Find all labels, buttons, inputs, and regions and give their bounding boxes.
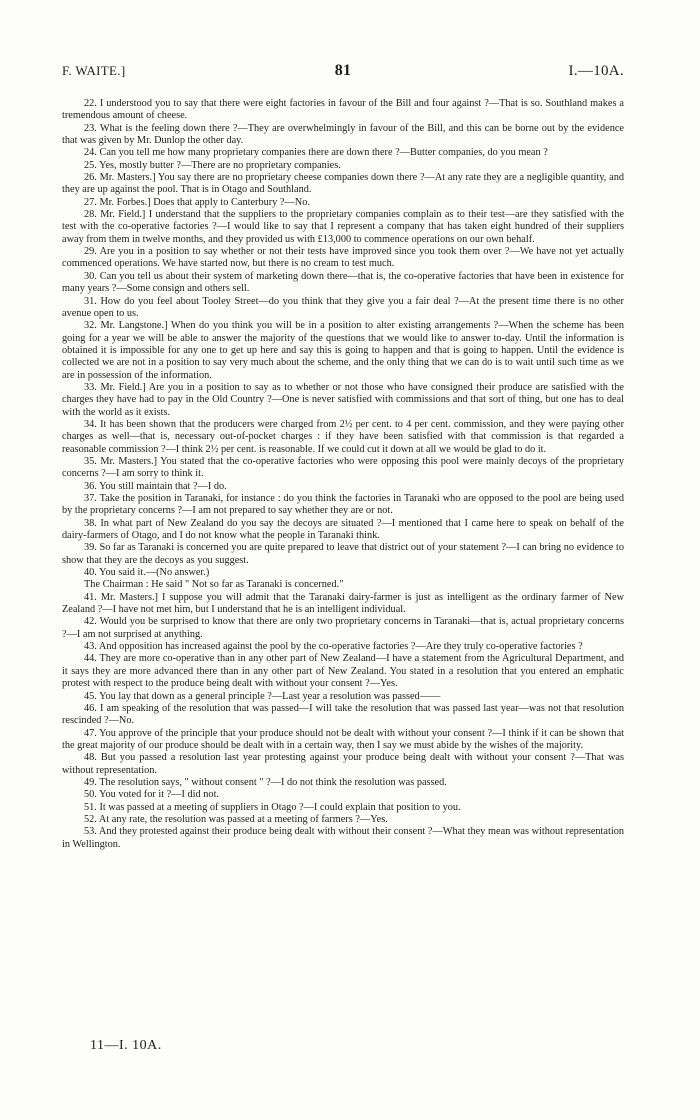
question-paragraph: 47. You approve of the principle that your produce should not be dealt with without your consent ?—I think if it can be shown that the great majority of our produce should be dealt with in a certain way, then I say we must abide by the wishes of the majority. [62, 727, 624, 751]
question-paragraph: 22. I understood you to say that there were eight factories in favour of the Bill and four against ?—That is so. Southland makes a tremendous amount of cheese. [62, 98, 624, 122]
question-paragraph: 50. You voted for it ?—I did not. [84, 789, 220, 801]
question-paragraph: 24. Can you tell me how many proprietary companies there are down there ?—Butter companies, do you mean ? [84, 147, 548, 159]
question-paragraph: 40. You said it.—(No answer.) [84, 567, 210, 579]
question-paragraph: 52. At any rate, the resolution was passed at a meeting of farmers ?—Yes. [84, 813, 388, 825]
question-paragraph: 28. Mr. Field.] I understand that the suppliers to the proprietary companies complain as to their test—are they satisfied with the test with the co-operative factories ?—I would like to say that I represent a company that has taken eight hundred of their suppliers away from them in twelve months, and they provided us with £13,000 to commence operations on our own behalf. [62, 209, 624, 245]
question-paragraph: 48. But you passed a resolution last year protesting against your produce being dealt with without your consent ?—That was without representation. [62, 752, 624, 776]
question-paragraph: 43. And opposition has increased against the pool by the co-operative factories ?—Are they truly co-operative factories ? [84, 641, 583, 653]
question-paragraph: 42. Would you be surprised to know that there are only two proprietary concerns in Taranaki—that is, actual proprietary concerns ?—I am not surprised at anything. [62, 616, 624, 640]
question-paragraph: 30. Can you tell us about their system of marketing down there—that is, the co-operative factories that have been in existence for many years ?—Some consign and others sell. [62, 270, 624, 295]
question-paragraph: 26. Mr. Masters.] You say there are no proprietary cheese companies down there ?—At any rate they are a negligible quantity, and they are up against the pool. That is in Otago and Southland. [62, 172, 624, 196]
question-paragraph: 53. And they protested against their produce being dealt with without their consent ?—What they mean was without representation in Wellington. [62, 826, 624, 850]
signature-mark: 11—I. 10A. [90, 1038, 162, 1053]
question-paragraph: 29. Are you in a position to say whether or not their tests have improved since you took them over ?—We have not yet actually commenced operations. We have started now, but there is no cream to test much. [62, 246, 624, 270]
question-paragraph: The Chairman : He said " Not so far as Taranaki is concerned." [84, 579, 344, 591]
question-paragraph: 37. Take the position in Taranaki, for instance : do you think the factories in Taranaki who are opposed to the pool are being used by the proprietary concerns ?—I am not prepared to say whether they are or not. [62, 493, 624, 517]
question-paragraph: 23. What is the feeling down there ?—They are overwhelmingly in favour of the Bill, and this can be borne out by the evidence that was given by Mr. Dunlop the other day. [62, 122, 624, 147]
question-paragraph: 31. How do you feel about Tooley Street—do you think that they give you a fair deal ?—At the present time there is no other avenue open to us. [62, 295, 624, 319]
question-paragraph: 46. I am speaking of the resolution that was passed—I will take the resolution that was passed last year—was not that resolution rescinded ?—No. [62, 702, 624, 727]
question-paragraph: 33. Mr. Field.] Are you in a position to say as to whether or not those who have consigned their produce are satisfied with the charges they have had to pay in the Old Country ?—One is never satisfied with commissions and that sort of thing, but one has to deal with the world as it exists. [62, 381, 624, 418]
question-paragraph: 36. You still maintain that ?—I do. [84, 480, 227, 492]
question-paragraph: 34. It has been shown that the producers were charged from 2½ per cent. to 4 per cent. commission, and they were paying other charges as well—that is, necessary out-of-pocket charges : if they have been satisfied with that commission is that regarded a reasonable commission ?—I think 2½ per cent. is reasonable. If we could cut it down at all we would be glad to do it. [62, 418, 624, 455]
document-page [62, 62, 624, 851]
document-reference: I.—10A. [568, 63, 624, 79]
page-header [62, 62, 624, 80]
question-paragraph: 27. Mr. Forbes.] Does that apply to Canterbury ?—No. [84, 196, 310, 208]
question-paragraph: 44. They are more co-operative than in any other part of New Zealand—I have a statement from the Agricultural Department, and it says they are more advanced there than in any other part of New Zealand. You stated in a resolution that you entered an emphatic protest with respect to the produce being dealt with without your consent ?—Yes. [62, 653, 624, 690]
page-number: 81 [334, 62, 352, 79]
header-author: F. WAITE.] [62, 63, 126, 78]
question-paragraph: 45. You lay that down as a general principle ?—Last year a resolution was passed—— [84, 690, 441, 702]
question-paragraph: 32. Mr. Langstone.] When do you think you will be in a position to alter existing arrangements ?—When the scheme has been going for a year we will be able to answer the majority of the questions that we would like to answer to-day. Until the information is obtained it is impossible for any one to get up here and say this is going to happen and that is going to happen. Until the evidence is collected we are not in a position to say very much about the scheme, and the only thing that we can do is to wait until such time as we are in possession of the information. [62, 320, 624, 381]
question-paragraph: 39. So far as Taranaki is concerned you are quite prepared to leave that district out of your statement ?—I can bring no evidence to show that they are the decoys as you suggest. [62, 542, 624, 566]
question-paragraph: 49. The resolution says, " without consent " ?—I do not think the resolution was passed. [84, 776, 447, 788]
question-paragraph: 41. Mr. Masters.] I suppose you will admit that the Taranaki dairy-farmer is just as intelligent as the ordinary farmer of New Zealand ?—I have not met him, but I understand that he is an intelligent individual. [62, 591, 624, 616]
question-paragraph: 51. It was passed at a meeting of suppliers in Otago ?—I could explain that position to you. [84, 801, 461, 813]
question-paragraph: 38. In what part of New Zealand do you say the decoys are situated ?—I mentioned that I came here to speak on behalf of the dairy-farmers of Otago, and I do not know what the people in Taranaki think. [62, 517, 624, 542]
question-paragraph: 35. Mr. Masters.] You stated that the co-operative factories who were opposing this pool were mainly decoys of the proprietary concerns ?—I am sorry to think it. [62, 455, 624, 480]
evidence-text [62, 98, 624, 851]
question-paragraph: 25. Yes, mostly butter ?—There are no proprietary companies. [84, 159, 341, 171]
